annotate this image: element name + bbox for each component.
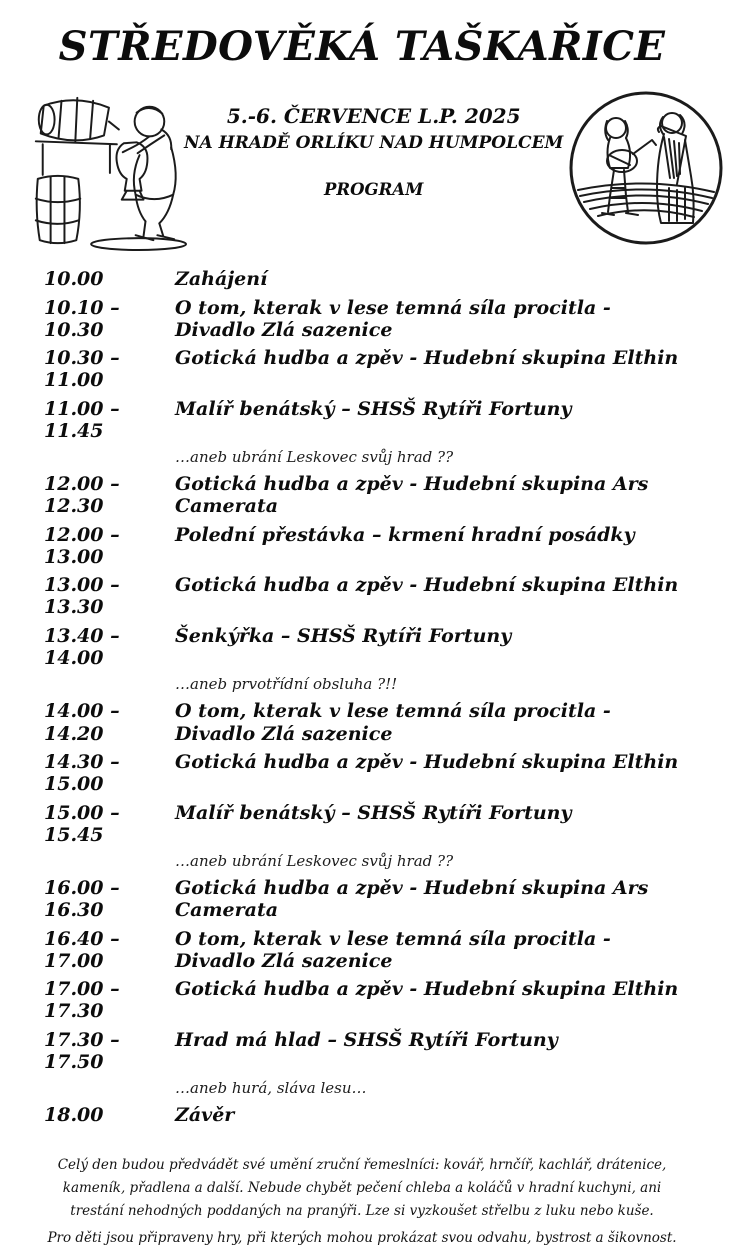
schedule-note: …aneb prvotřídní obsluha ?!! [175,675,398,694]
schedule-row [44,473,688,517]
schedule-time: 10.30 – 11.00 [44,347,120,392]
schedule-note: …aneb ubrání Leskovec svůj hrad ?? [175,448,454,467]
schedule-row [44,700,688,744]
schedule-time: 15.00 – 15.45 [44,801,120,846]
schedule-event: O tom, kterak v lese temná síla procitla - Divadlo Zlá sazenice [175,927,611,972]
tapster-woodcut-illustration [22,84,184,252]
schedule-event: Malíř benátský – SHSŠ Rytíři Fortuny [175,801,572,824]
musicians-medallion-icon [563,88,729,248]
schedule-time: 14.00 – 14.20 [44,700,120,745]
footer-paragraph-children: Pro děti jsou připraveny hry, při kterých mohou prokázat svou odvahu, bystrost a šikovnost. [47,1230,677,1247]
schedule-event: Malíř benátský – SHSŠ Rytíři Fortuny [175,397,572,420]
event-location: NA HRADĚ ORLÍKU NAD HUMPOLCEM [184,133,564,153]
program-heading: PROGRAM [323,180,424,199]
schedule-time: 10.10 – 10.30 [44,296,120,341]
event-date: 5.-6. ČERVENCE L.P. 2025 [226,104,521,128]
schedule-event: Gotická hudba a zpěv - Hudební skupina Elthin [175,347,679,370]
schedule-event: Šenkýřka – SHSŠ Rytíři Fortuny [175,624,512,647]
poster-header [22,84,702,254]
schedule-row [44,978,688,1022]
schedule-time: 10.00 [44,268,104,290]
schedule-event: Polední přestávka – krmení hradní posádky [175,523,635,546]
schedule-time: 12.00 – 13.00 [44,523,120,568]
schedule-row [44,297,688,341]
schedule-event: Závěr [175,1104,235,1127]
footer-paragraph-crafts: Celý den budou předvádět své umění zruční řemeslníci: kovář, hrnčíř, kachlář, drátenice, kameník, přadlena a další. Nebude chybět pečení chleba a koláčů v hradní kuchyni, ani trestání nehodných poddaných na pranýři. Lze si vyzkoušet střelbu z luku nebo kuše. [57,1157,667,1220]
page-title: STŘEDOVĚKÁ TAŠKAŘICE [58,23,666,70]
schedule-note: …aneb ubrání Leskovec svůj hrad ?? [175,852,454,871]
schedule-row [44,268,688,290]
schedule-event: Gotická hudba a zpěv - Hudební skupina Elthin [175,574,679,597]
schedule-time: 16.00 – 16.30 [44,877,120,922]
schedule-event: Gotická hudba a zpěv - Hudební skupina Elthin [175,978,679,1001]
schedule-time: 18.00 [44,1104,104,1127]
schedule-row [44,524,688,568]
schedule-row [44,1029,688,1073]
schedule-time: 12.00 – 12.30 [44,473,120,518]
schedule-note: …aneb hurá, sláva lesu… [175,1079,367,1098]
schedule-row [44,928,688,972]
schedule-event: O tom, kterak v lese temná síla procitla - Divadlo Zlá sazenice [175,700,611,745]
schedule-time: 13.00 – 13.30 [44,574,120,619]
schedule-time: 17.30 – 17.50 [44,1028,120,1073]
schedule-event: Gotická hudba a zpěv - Hudební skupina Ars Camerata [175,877,649,922]
program-schedule [44,268,688,1126]
schedule-row [44,877,688,921]
schedule-event: O tom, kterak v lese temná síla procitla - Divadlo Zlá sazenice [175,296,611,341]
schedule-event: Zahájení [175,268,268,290]
schedule-event: Gotická hudba a zpěv - Hudební skupina Elthin [175,751,679,774]
schedule-time: 16.40 – 17.00 [44,927,120,972]
poster-footer [22,1154,702,1250]
schedule-time: 13.40 – 14.00 [44,624,120,669]
schedule-event: Hrad má hlad – SHSŠ Rytíři Fortuny [175,1028,558,1051]
schedule-time: 17.00 – 17.30 [44,978,120,1023]
tapster-woodcut-icon [22,84,184,252]
schedule-row [44,398,688,442]
schedule-row [44,574,688,618]
schedule-time: 11.00 – 11.45 [44,397,120,442]
musicians-medallion-illustration [563,88,729,248]
schedule-row [44,751,688,795]
schedule-row [44,802,688,846]
schedule-row [44,1104,688,1126]
header-text-block [184,84,563,199]
schedule-row [44,625,688,669]
schedule-time: 14.30 – 15.00 [44,751,120,796]
schedule-row [44,347,688,391]
schedule-event: Gotická hudba a zpěv - Hudební skupina Ars Camerata [175,473,649,518]
